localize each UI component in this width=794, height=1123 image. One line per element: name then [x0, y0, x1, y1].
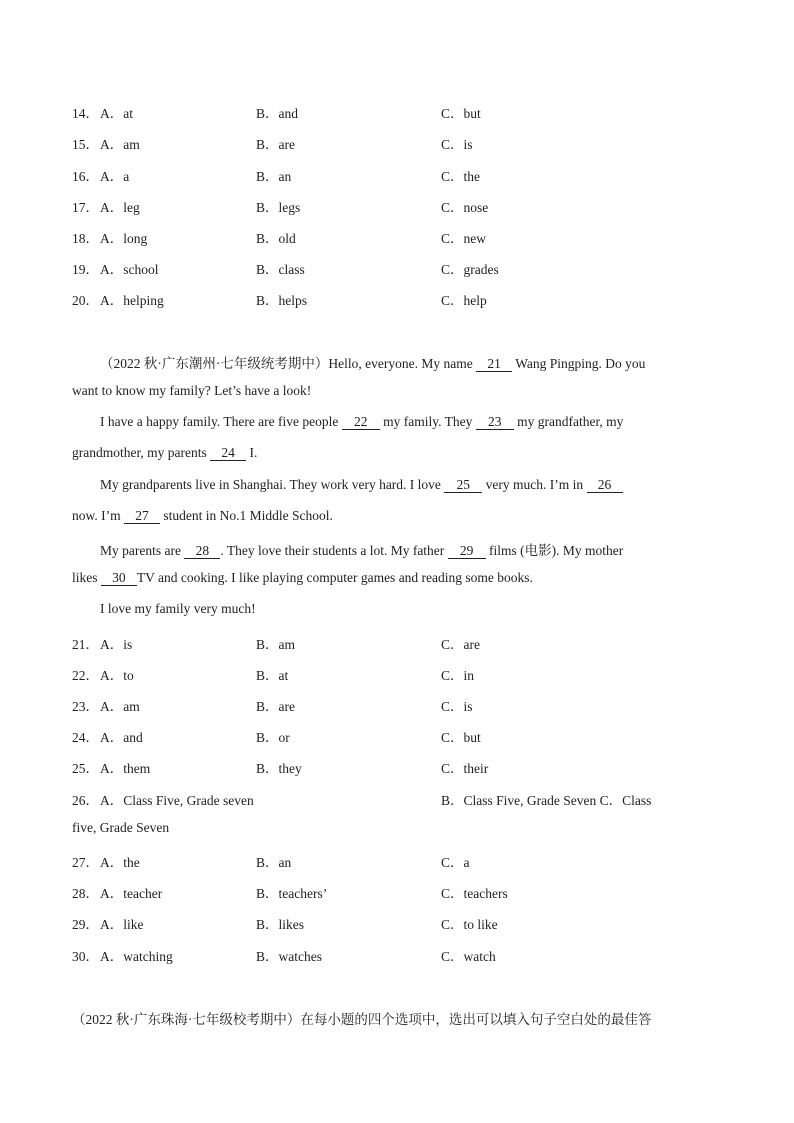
passage-line: now. I’m 27 student in No.1 Middle School.	[72, 508, 333, 523]
question-number: 23．	[72, 699, 99, 714]
question-number: 28．	[72, 886, 99, 901]
question-row	[72, 882, 722, 902]
option-c: C．to like	[441, 917, 498, 932]
option-b: B．legs	[256, 200, 301, 215]
option-a: A．is	[100, 637, 133, 652]
question-wrap-line: five, Grade Seven	[72, 820, 170, 835]
passage-line: likes 30 TV and cooking. I like playing computer games and reading some books.	[72, 570, 533, 585]
question-number: 25．	[72, 761, 99, 776]
option-a: A．watching	[100, 949, 173, 964]
question-number: 29．	[72, 917, 99, 932]
blank-28: 28	[184, 544, 220, 559]
option-b: B．Class Five, Grade Seven C．Class	[441, 793, 652, 808]
question-number: 20．	[72, 293, 99, 308]
question-row	[72, 664, 722, 684]
option-a: A．leg	[100, 200, 140, 215]
option-c: C．help	[441, 293, 487, 308]
option-a: A．teacher	[100, 886, 163, 901]
option-b: B．likes	[256, 917, 305, 932]
question-row	[72, 633, 722, 653]
option-b: B．old	[256, 231, 296, 246]
option-c: C．grades	[441, 262, 499, 277]
blank-22: 22	[342, 415, 380, 430]
option-a: A．to	[100, 668, 134, 683]
question-number: 14．	[72, 106, 99, 121]
question-row	[72, 258, 722, 278]
option-b: B．are	[256, 137, 295, 152]
option-a: A．am	[100, 137, 140, 152]
option-c: C．their	[441, 761, 489, 776]
option-c: C．nose	[441, 200, 489, 215]
option-b: B．they	[256, 761, 302, 776]
option-a: A．long	[100, 231, 148, 246]
option-b: B．teachers’	[256, 886, 328, 901]
option-a: A．and	[100, 730, 143, 745]
passage-line: I have a happy family. There are five people 22 my family. They 23 my grandfather, my	[100, 414, 624, 429]
blank-25: 25	[444, 478, 482, 493]
question-row	[72, 165, 722, 185]
option-c: C．are	[441, 637, 480, 652]
option-a: A．the	[100, 855, 140, 870]
option-c: C．teachers	[441, 886, 508, 901]
option-a: A．at	[100, 106, 133, 121]
option-c: C．but	[441, 106, 481, 121]
option-a: A．them	[100, 761, 151, 776]
option-b: B．helps	[256, 293, 308, 308]
option-b: B．are	[256, 699, 295, 714]
question-number: 22．	[72, 668, 99, 683]
question-row	[72, 913, 722, 933]
question-row	[72, 945, 722, 965]
option-c: C．but	[441, 730, 481, 745]
blank-26: 26	[587, 478, 623, 493]
option-b: B．an	[256, 855, 292, 870]
option-a: A．am	[100, 699, 140, 714]
source-label: （2022 秋·广东潮州·七年级统考期中）	[100, 356, 329, 371]
option-b: B．class	[256, 262, 305, 277]
question-number: 19．	[72, 262, 99, 277]
option-a: A．helping	[100, 293, 164, 308]
question-number: 15．	[72, 137, 99, 152]
passage-line: （2022 秋·广东潮州·七年级统考期中）Hello, everyone. My name 21 Wang Pingping. Do you	[100, 356, 646, 371]
question-row	[72, 726, 722, 746]
question-row	[72, 133, 722, 153]
question-number: 27．	[72, 855, 99, 870]
option-a: A．a	[100, 169, 130, 184]
question-number: 17．	[72, 200, 99, 215]
question-row	[72, 757, 722, 777]
question-row	[72, 695, 722, 715]
question-row	[72, 196, 722, 216]
blank-30: 30	[101, 571, 137, 586]
passage-line: want to know my family? Let’s have a look!	[72, 383, 312, 398]
option-c: C．watch	[441, 949, 496, 964]
passage-line: My grandparents live in Shanghai. They work very hard. I love 25 very much. I’m in 26	[100, 477, 720, 493]
question-row	[72, 102, 722, 122]
question-number: 21．	[72, 637, 99, 652]
option-a: A．school	[100, 262, 159, 277]
option-a: A．like	[100, 917, 144, 932]
option-c: C．in	[441, 668, 475, 683]
section-instruction: （2022 秋·广东珠海·七年级校考期中）在每小题的四个选项中，选出可以填入句子空白处的最佳答	[72, 1012, 652, 1027]
question-row	[72, 789, 722, 809]
option-a: A．Class Five, Grade seven	[100, 793, 254, 808]
blank-23: 23	[476, 415, 514, 430]
question-number: 18．	[72, 231, 99, 246]
option-b: B．at	[256, 668, 289, 683]
passage-line: grandmother, my parents 24 I.	[72, 445, 258, 460]
question-number: 24．	[72, 730, 99, 745]
question-number: 16．	[72, 169, 99, 184]
option-b: B．an	[256, 169, 292, 184]
blank-21: 21	[476, 357, 512, 372]
question-row	[72, 227, 722, 247]
passage-line: I love my family very much!	[100, 601, 256, 616]
question-row	[72, 851, 722, 871]
option-c: C．new	[441, 231, 486, 246]
option-c: C．is	[441, 137, 473, 152]
option-c: C．is	[441, 699, 473, 714]
option-c: C．the	[441, 169, 480, 184]
option-b: B．or	[256, 730, 290, 745]
option-b: B．and	[256, 106, 298, 121]
blank-29: 29	[448, 544, 486, 559]
option-c: C．a	[441, 855, 470, 870]
blank-27: 27	[124, 509, 160, 524]
question-number: 30．	[72, 949, 99, 964]
question-row	[72, 289, 722, 309]
question-number: 26．	[72, 793, 99, 808]
option-b: B．watches	[256, 949, 322, 964]
passage-line: My parents are 28 . They love their students a lot. My father 29 films (电影). My mother	[100, 543, 624, 558]
option-b: B．am	[256, 637, 295, 652]
blank-24: 24	[210, 446, 246, 461]
